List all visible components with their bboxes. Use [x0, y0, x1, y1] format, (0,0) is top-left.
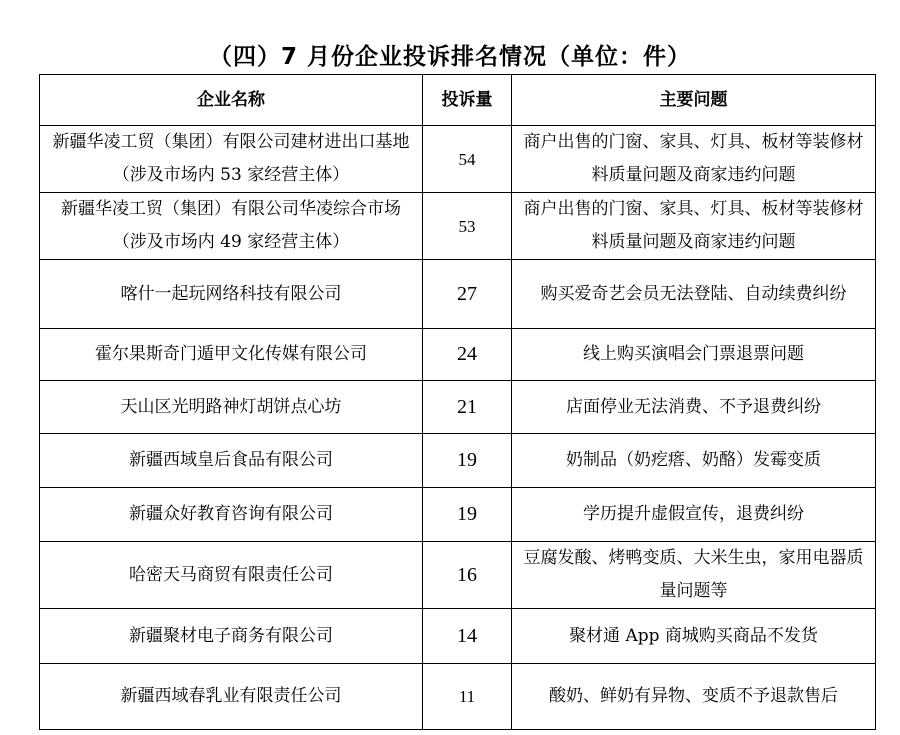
company-name-cell: 霍尔果斯奇门遁甲文化传媒有限公司: [40, 329, 423, 381]
table-row: [40, 260, 876, 329]
table-row: [40, 381, 876, 434]
complaint-count-cell: 14: [423, 609, 512, 664]
company-name-cell: 新疆华凌工贸（集团）有限公司建材进出口基地（涉及市场内 53 家经营主体）: [40, 126, 423, 193]
complaint-count-cell: 27: [423, 260, 512, 329]
main-issue-cell: 线上购买演唱会门票退票问题: [512, 329, 876, 381]
company-name-cell: 新疆华凌工贸（集团）有限公司华凌综合市场（涉及市场内 49 家经营主体）: [40, 193, 423, 260]
table-row: [40, 609, 876, 664]
table-row: [40, 329, 876, 381]
main-issue-cell: 学历提升虚假宣传，退费纠纷: [512, 488, 876, 542]
main-issue-cell: 购买爱奇艺会员无法登陆、自动续费纠纷: [512, 260, 876, 329]
table-row: [40, 542, 876, 609]
header-main-issue: 主要问题: [512, 75, 876, 126]
page-title: （四）7 月份企业投诉排名情况（单位：件）: [208, 44, 691, 70]
complaint-count-cell: 54: [423, 126, 512, 193]
complaint-count-cell: 11: [423, 664, 512, 730]
complaint-count-cell: 19: [423, 488, 512, 542]
table-header-row: [40, 75, 876, 126]
header-company-name: 企业名称: [40, 75, 423, 126]
company-name-cell: 新疆西域春乳业有限责任公司: [40, 664, 423, 730]
table-row: [40, 193, 876, 260]
complaint-count-cell: 19: [423, 434, 512, 488]
table-row: [40, 434, 876, 488]
table-row: [40, 126, 876, 193]
company-name-cell: 天山区光明路神灯胡饼点心坊: [40, 381, 423, 434]
main-issue-cell: 商户出售的门窗、家具、灯具、板材等装修材料质量问题及商家违约问题: [512, 126, 876, 193]
company-name-cell: 哈密天马商贸有限责任公司: [40, 542, 423, 609]
company-name-cell: 喀什一起玩网络科技有限公司: [40, 260, 423, 329]
complaint-count-cell: 24: [423, 329, 512, 381]
company-name-cell: 新疆众好教育咨询有限公司: [40, 488, 423, 542]
company-name-cell: 新疆聚材电子商务有限公司: [40, 609, 423, 664]
main-issue-cell: 酸奶、鲜奶有异物、变质不予退款售后: [512, 664, 876, 730]
header-complaint-count: 投诉量: [423, 75, 512, 126]
main-issue-cell: 聚材通 App 商城购买商品不发货: [512, 609, 876, 664]
complaint-count-cell: 16: [423, 542, 512, 609]
complaint-count-cell: 53: [423, 193, 512, 260]
main-issue-cell: 豆腐发酸、烤鸭变质、大米生虫，家用电器质量问题等: [512, 542, 876, 609]
table-row: [40, 488, 876, 542]
complaint-ranking-table: [39, 74, 876, 730]
main-issue-cell: 奶制品（奶疙瘩、奶酪）发霉变质: [512, 434, 876, 488]
company-name-cell: 新疆西域皇后食品有限公司: [40, 434, 423, 488]
complaint-count-cell: 21: [423, 381, 512, 434]
main-issue-cell: 商户出售的门窗、家具、灯具、板材等装修材料质量问题及商家违约问题: [512, 193, 876, 260]
table-row: [40, 664, 876, 730]
main-issue-cell: 店面停业无法消费、不予退费纠纷: [512, 381, 876, 434]
